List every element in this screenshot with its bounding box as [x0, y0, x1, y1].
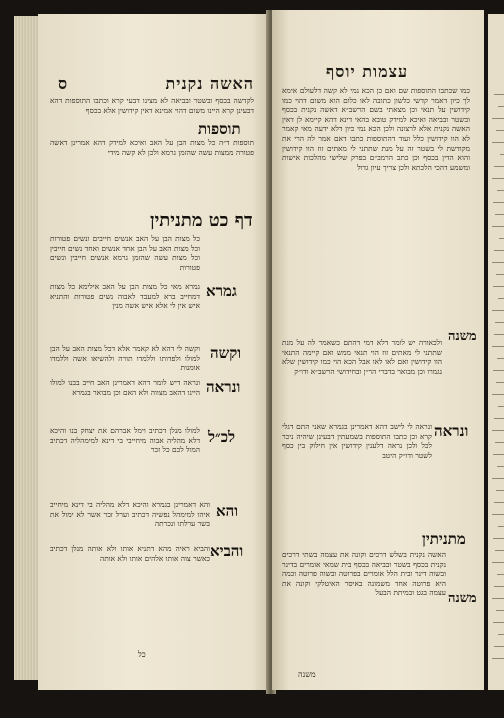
left-text-block-1: לקדשה בכסף ובשטר ובביאה לא מצינו דבעי קרא וכתבו התוספות דהא דבעינן קרא היינו משום דהוי אמינא דאין קידושין אלא בכסף [50, 96, 254, 115]
left-text-block-9: והביא ראיה מהא דתניא אותו ולא אותה מנלן דכתיב כאשר צוה אותו אלהים אותו ולא אותה [50, 544, 210, 563]
left-text-block-2: תוספות ד״ה כל מצות הבן על האב ואיכא למידק דהא אמרינן דאשה פטורה ממצות עשה שהזמן גרמא ולכן לא קשה מידי [50, 138, 254, 157]
running-title: עצמות יוסף [326, 62, 409, 81]
right-text-block-4: האשה נקנית בשלש דרכים וקונה את עצמה בשתי דרכים נקנית בכסף בשטר ובביאה בכסף בית שמאי אומרים בדינר ובשוה דינר ובית הלל אומרים בפרוטה ובשוה פרוטה וכמה היא פרוטה אחד משמונה באיסר האיטלקי וקונה את עצמה בגט ובמיתת הבעל [282, 550, 446, 598]
section-label: משנה [448, 329, 477, 344]
section-label: גמרא [206, 282, 237, 300]
right-text-block-1: כמו שכתבו התוספות שם ואם כן הכא נמי לא קשה דלעולם אימא לך כיון דאמר קדשי כלשון כתובה לאו כלום הוא משום דהוי כמו קידושין על תנאי וכן מצאתי בשם הרשב״א דאשה נקנית בכסף ובשטר ובביאה ואיכא למידק טובא בהאי דינא דהא קיימא לן דאין האשה נקנית אלא לרצונה ולכן הכא נמי כיון דלא ידעה מאי קאמר לא הוו קידושין כלל ועוד דהתוספות כתבו דאם אמר לה הרי את מקודשת לי בשטר זה על מנת שתתני לי מאתים זוז הוו קידושין והוא הדין בכסף וכן כתב הרמב״ם בפרק שלישי מהלכות אישות ומשמע דהכי הלכתא ולכן צריך עיון גדול [282, 86, 470, 172]
page-letter: ס [58, 74, 68, 93]
section-label: לכ״ל [208, 428, 236, 446]
next-page-strip [488, 14, 504, 690]
right-text-block-3: ונראה לי לישב דהא דאמרינן בגמרא שאני התם דגלי קרא וכן כתבו התוספות בשמעתין דבעינן שיהיה ניכר לכל ולכן נראה דלענין קידושין אין חילוק בין כסף לשטר ודו״ק היטב [282, 422, 432, 460]
section-label: משנה [448, 591, 477, 606]
section-label: ונראה [434, 422, 469, 440]
right-text-block-2: ולכאורה יש לומר דלא דמי דהתם כשאמר לה על מנת שתתני לי מאתים זוז הוי תנאי ממש ואם קיימה התנאי הוו קידושין ואם לאו לאו אבל הכא הוי כמו קידושין שלא נגמרו וכן מבואר בדברי הר״ן ובחידושי הרשב״א ודו״ק [282, 338, 442, 376]
left-text-block-3: כל מצות הבן על האב אנשים חייבים ונשים פטורות וכל מצות האב על הבן אחד אנשים ואחד נשים חייבין וכל מצות עשה שהזמן גרמא אנשים חייבין ונשים פטורות [50, 234, 200, 272]
left-page [38, 14, 270, 690]
left-text-block-7: למולו מנלן דכתיב וימל אברהם את יצחק בנו והיכא דלא מהליה אבוה מיחייבי בי דינא למימהליה דכתיב המול לכם כל זכר [50, 426, 200, 455]
left-text-block-4: גמרא מאי כל מצות הבן על האב אילימא כל מצות דמחייב ברא למעבד לאבוה נשים פטורות והתניא איש אין לי אלא איש אשה מנין [50, 282, 200, 311]
open-book [14, 10, 504, 694]
section-label: דף כט מתניתין [150, 210, 253, 231]
section-label: מתניתין [422, 530, 466, 548]
running-title: האשה נקנית [165, 74, 254, 93]
right-page [272, 10, 484, 690]
catchword: משנה [298, 670, 316, 679]
left-text-block-5: וקשה לי דהא לא קאמר אלא דכל מצות האב על הבן למולו ולפדותו וללמדו תורה ולהשיאו אשה וללמדו אומנות [50, 344, 200, 373]
section-label: וקשה [210, 344, 242, 362]
left-text-block-6: ונראה דיש לומר דהא דאמרינן האב חייב בבנו למולו היינו דהאב מצווה ולא האם וכן מבואר בגמרא [50, 378, 200, 397]
catchword: כל [138, 650, 146, 659]
section-label: והביא [210, 542, 244, 560]
left-text-block-8: והא דאמרינן בגמרא והיכא דלא מהליה בי דינא מיחייב איהו למימהל נפשיה דכתיב וערל זכר אשר לא ימול את בשר ערלתו ונכרתה [50, 500, 210, 529]
section-label: תוספות [198, 120, 241, 138]
page-edges [14, 16, 40, 680]
section-label: ונראה [206, 378, 241, 396]
section-label: והא [216, 502, 239, 520]
